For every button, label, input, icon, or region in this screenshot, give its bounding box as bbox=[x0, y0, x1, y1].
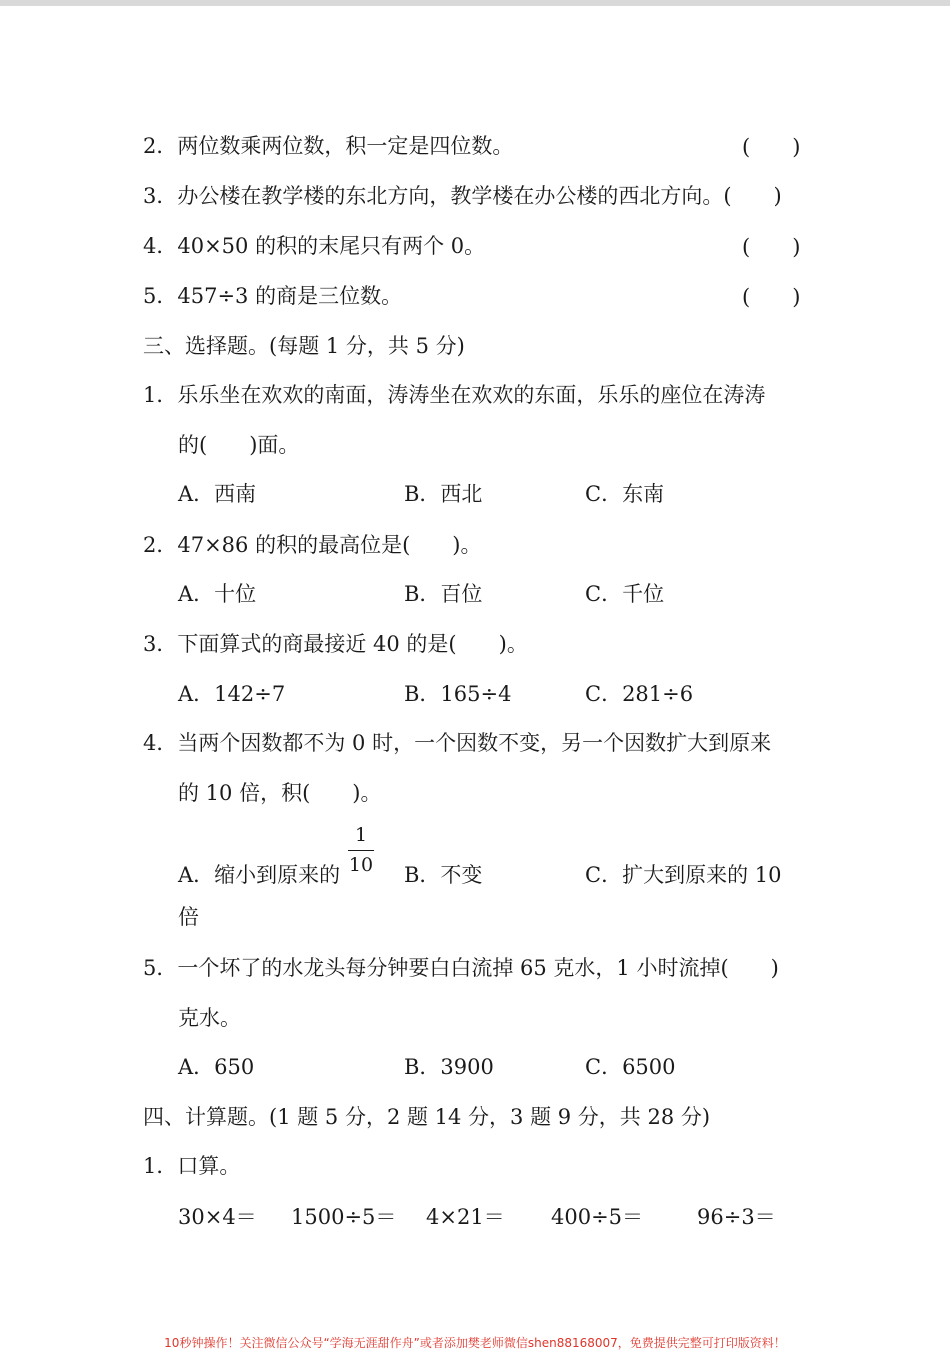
choice-5-option-a[interactable]: A．650 bbox=[178, 1055, 255, 1079]
choice-5-option-b[interactable]: B．3900 bbox=[404, 1055, 494, 1079]
fraction-denominator: 10 bbox=[348, 854, 374, 876]
oral-calc-heading: 1．口算。 bbox=[143, 1154, 241, 1178]
choice-2-option-a[interactable]: A．十位 bbox=[178, 582, 257, 606]
choice-question-5-cont: 克水。 bbox=[178, 1006, 241, 1030]
choice-1-option-c[interactable]: C．东南 bbox=[585, 482, 665, 506]
choice-2-option-c[interactable]: C．千位 bbox=[585, 582, 665, 606]
choice-question-5: 5．一个坏了的水龙头每分钟要白白流掉 65 克水，1 小时流掉( ) bbox=[143, 956, 779, 980]
choice-question-2: 2．47×86 的积的最高位是( )。 bbox=[143, 533, 482, 557]
choice-3-option-c[interactable]: C．281÷6 bbox=[585, 682, 694, 706]
fraction-one-tenth bbox=[348, 824, 374, 876]
fraction-bar bbox=[348, 850, 374, 851]
judge-question-2: 2．两位数乘两位数，积一定是四位数。 bbox=[143, 134, 514, 158]
judge-question-4: 4．40×50 的积的末尾只有两个 0。 bbox=[143, 234, 486, 258]
choice-1-option-a[interactable]: A．西南 bbox=[178, 482, 257, 506]
oral-calc-item: 96÷3＝ bbox=[697, 1205, 776, 1229]
choice-question-1: 1．乐乐坐在欢欢的南面，涛涛坐在欢欢的东面，乐乐的座位在涛涛 bbox=[143, 383, 766, 407]
judge-question-5: 5．457÷3 的商是三位数。 bbox=[143, 284, 403, 308]
choice-3-option-a[interactable]: A．142÷7 bbox=[178, 682, 286, 706]
choice-5-option-c[interactable]: C．6500 bbox=[585, 1055, 676, 1079]
section-four-title: 四、计算题。(1 题 5 分，2 题 14 分，3 题 9 分，共 28 分) bbox=[143, 1105, 711, 1129]
choice-4-option-c[interactable]: C．扩大到原来的 10 bbox=[585, 863, 782, 887]
choice-3-option-b[interactable]: B．165÷4 bbox=[404, 682, 512, 706]
promo-footer: 10秒钟操作！关注微信公众号“学海无涯甜作舟”或者添加樊老师微信shen88168007，免费提供完整可打印版资料！ bbox=[164, 1336, 786, 1350]
section-three-title: 三、选择题。(每题 1 分，共 5 分) bbox=[143, 334, 465, 358]
choice-2-option-b[interactable]: B．百位 bbox=[404, 582, 483, 606]
choice-question-1-cont: 的( )面。 bbox=[178, 433, 300, 457]
oral-calc-item: 30×4＝ bbox=[178, 1205, 257, 1229]
oral-calc-item: 1500÷5＝ bbox=[291, 1205, 397, 1229]
judge-answer-blank-5[interactable]: ( ) bbox=[742, 285, 801, 309]
choice-question-4-cont: 的 10 倍，积( )。 bbox=[178, 781, 382, 805]
choice-question-4: 4．当两个因数都不为 0 时，一个因数不变，另一个因数扩大到原来 bbox=[143, 731, 772, 755]
top-border bbox=[0, 0, 950, 6]
fraction-numerator: 1 bbox=[354, 824, 368, 846]
judge-answer-blank-2[interactable]: ( ) bbox=[742, 135, 801, 159]
oral-calc-item: 4×21＝ bbox=[426, 1205, 505, 1229]
judge-answer-blank-4[interactable]: ( ) bbox=[742, 235, 801, 259]
judge-question-3: 3．办公楼在教学楼的东北方向，教学楼在办公楼的西北方向。( ) bbox=[143, 184, 782, 208]
choice-1-option-b[interactable]: B．西北 bbox=[404, 482, 483, 506]
choice-4-option-b[interactable]: B．不变 bbox=[404, 863, 483, 887]
choice-4-option-c-wrap: 倍 bbox=[178, 905, 199, 929]
oral-calc-item: 400÷5＝ bbox=[551, 1205, 644, 1229]
choice-4-option-a[interactable]: A．缩小到原来的 bbox=[178, 863, 341, 887]
choice-question-3: 3．下面算式的商最接近 40 的是( )。 bbox=[143, 632, 528, 656]
